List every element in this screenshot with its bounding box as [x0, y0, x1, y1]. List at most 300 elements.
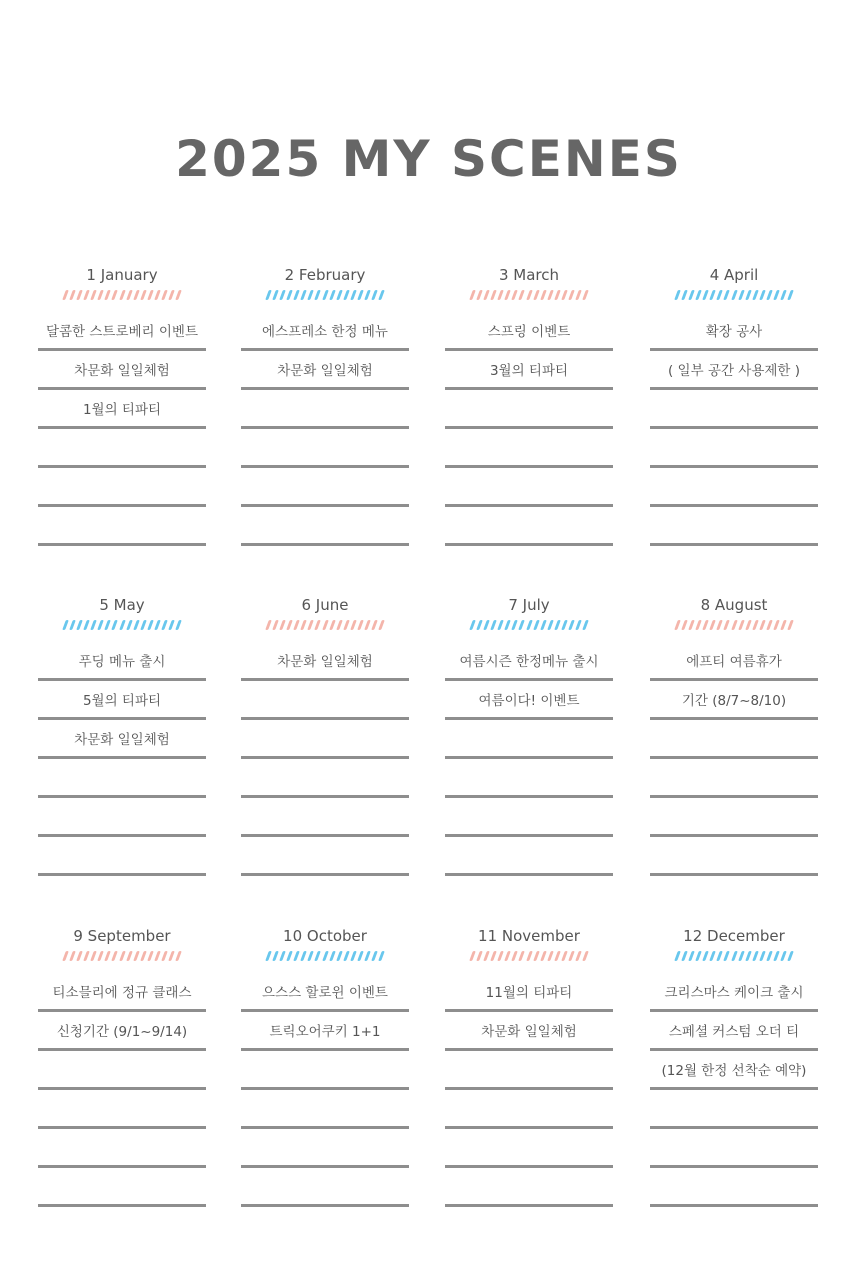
dash-mark	[476, 290, 483, 300]
dash-mark	[738, 620, 745, 630]
entry-line	[445, 1129, 613, 1168]
dash-mark	[272, 951, 279, 961]
dash-mark	[490, 620, 497, 630]
dash-mark	[674, 951, 681, 961]
dash-mark	[133, 290, 140, 300]
entry-line	[445, 1168, 613, 1207]
month-section	[241, 594, 409, 876]
dash-mark	[168, 951, 175, 961]
dash-mark	[540, 290, 547, 300]
dash-mark	[568, 951, 575, 961]
dash-mark	[112, 951, 119, 961]
dash-mark	[497, 951, 504, 961]
month-name: 8 August	[700, 596, 768, 614]
dash-mark	[119, 951, 126, 961]
dash-mark	[695, 951, 702, 961]
dash-mark	[175, 290, 182, 300]
entry-line: 스페셜 커스텀 오더 티	[650, 1012, 818, 1051]
dash-mark	[300, 620, 307, 630]
dash-mark	[378, 951, 385, 961]
dash-mark	[766, 620, 773, 630]
dash-mark	[519, 951, 526, 961]
entry-line	[241, 720, 409, 759]
month-section	[445, 594, 613, 876]
dash-mark	[504, 290, 511, 300]
dash-mark	[350, 290, 357, 300]
entry-line	[38, 1051, 206, 1090]
dash-mark	[336, 290, 343, 300]
dash-mark	[126, 951, 133, 961]
dash-mark	[83, 290, 90, 300]
dash-mark	[512, 951, 519, 961]
entry-line	[445, 429, 613, 468]
dash-mark	[547, 290, 554, 300]
entry-lines	[650, 973, 818, 1207]
entry-line	[241, 1168, 409, 1207]
dash-mark	[286, 620, 293, 630]
dash-mark	[315, 951, 322, 961]
dash-mark	[490, 951, 497, 961]
entry-lines	[38, 973, 206, 1207]
dash-mark	[745, 951, 752, 961]
dash-mark	[76, 951, 83, 961]
dash-mark	[147, 290, 154, 300]
dash-mark	[83, 620, 90, 630]
month-name: 10 October	[283, 927, 367, 945]
dash-mark	[329, 290, 336, 300]
entry-line	[241, 798, 409, 837]
dash-mark	[378, 620, 385, 630]
dash-mark	[773, 620, 780, 630]
dash-mark	[97, 620, 104, 630]
entry-line	[445, 759, 613, 798]
dash-mark	[378, 290, 385, 300]
dash-mark	[286, 290, 293, 300]
dash-mark	[329, 620, 336, 630]
dash-mark	[300, 951, 307, 961]
entry-line: 에스프레소 한정 메뉴	[241, 312, 409, 351]
entry-line: 크리스마스 케이크 출시	[650, 973, 818, 1012]
dash-mark	[62, 620, 69, 630]
decorative-dashes	[267, 951, 383, 961]
month-name: 5 May	[99, 596, 145, 614]
dash-mark	[371, 290, 378, 300]
dash-mark	[364, 951, 371, 961]
entry-line	[650, 468, 818, 507]
dash-mark	[540, 951, 547, 961]
month-name: 4 April	[709, 266, 759, 284]
dash-mark	[175, 620, 182, 630]
dash-mark	[540, 620, 547, 630]
entry-line	[241, 468, 409, 507]
entry-line	[445, 720, 613, 759]
dash-mark	[731, 620, 738, 630]
dash-mark	[709, 620, 716, 630]
decorative-dashes	[267, 290, 383, 300]
dash-mark	[717, 951, 724, 961]
dash-mark	[752, 290, 759, 300]
dash-mark	[147, 620, 154, 630]
entry-line	[38, 1168, 206, 1207]
dash-mark	[483, 290, 490, 300]
dash-mark	[154, 290, 161, 300]
dash-mark	[490, 290, 497, 300]
dash-mark	[497, 620, 504, 630]
dash-mark	[533, 951, 540, 961]
month-name: 12 December	[683, 927, 785, 945]
dash-mark	[364, 290, 371, 300]
dash-mark	[738, 951, 745, 961]
dash-mark	[357, 620, 364, 630]
decorative-dashes	[471, 290, 587, 300]
dash-mark	[62, 290, 69, 300]
entry-line	[650, 720, 818, 759]
dash-mark	[168, 620, 175, 630]
month-section	[650, 925, 818, 1207]
dash-mark	[759, 951, 766, 961]
entry-line: 여름시즌 한정메뉴 출시	[445, 642, 613, 681]
page-title: 2025 MY SCENES	[175, 130, 682, 188]
dash-mark	[561, 951, 568, 961]
month-name: 9 September	[73, 927, 171, 945]
month-section	[241, 925, 409, 1207]
dash-mark	[575, 951, 582, 961]
dash-mark	[773, 951, 780, 961]
dash-mark	[483, 620, 490, 630]
dash-mark	[533, 620, 540, 630]
dash-mark	[766, 290, 773, 300]
dash-mark	[709, 951, 716, 961]
dash-mark	[350, 620, 357, 630]
dash-mark	[582, 290, 589, 300]
entry-line	[650, 1090, 818, 1129]
entry-line: 차문화 일일체험	[241, 642, 409, 681]
entry-line	[241, 1129, 409, 1168]
dash-mark	[83, 951, 90, 961]
decorative-dashes	[471, 620, 587, 630]
entry-line	[241, 1051, 409, 1090]
month-section	[650, 594, 818, 876]
dash-mark	[126, 620, 133, 630]
dash-mark	[336, 951, 343, 961]
dash-mark	[279, 290, 286, 300]
dash-mark	[519, 290, 526, 300]
dash-mark	[469, 620, 476, 630]
dash-mark	[90, 620, 97, 630]
dash-mark	[322, 290, 329, 300]
entry-line	[650, 1168, 818, 1207]
entry-line: 1월의 티파티	[38, 390, 206, 429]
dash-mark	[343, 951, 350, 961]
entry-lines	[241, 973, 409, 1207]
month-name: 6 June	[301, 596, 349, 614]
dash-mark	[582, 951, 589, 961]
month-section	[38, 925, 206, 1207]
entry-line	[650, 390, 818, 429]
entry-lines	[38, 642, 206, 876]
dash-mark	[343, 290, 350, 300]
dash-mark	[702, 620, 709, 630]
entry-line	[241, 507, 409, 546]
dash-mark	[265, 951, 272, 961]
dash-mark	[575, 620, 582, 630]
dash-mark	[119, 620, 126, 630]
entry-line	[650, 837, 818, 876]
dash-mark	[512, 290, 519, 300]
entry-line	[38, 468, 206, 507]
entry-line	[445, 837, 613, 876]
dash-mark	[315, 620, 322, 630]
dash-mark	[561, 620, 568, 630]
dash-mark	[357, 951, 364, 961]
dash-mark	[343, 620, 350, 630]
dash-mark	[315, 290, 322, 300]
entry-lines	[650, 642, 818, 876]
dash-mark	[69, 620, 76, 630]
dash-mark	[76, 290, 83, 300]
dash-mark	[731, 290, 738, 300]
dash-mark	[147, 951, 154, 961]
dash-mark	[752, 951, 759, 961]
dash-mark	[322, 620, 329, 630]
dash-mark	[688, 290, 695, 300]
decorative-dashes	[64, 290, 180, 300]
entry-line	[38, 429, 206, 468]
dash-mark	[265, 620, 272, 630]
entry-line	[445, 1090, 613, 1129]
month-section	[38, 264, 206, 546]
entry-line	[650, 798, 818, 837]
entry-line	[241, 759, 409, 798]
entry-line: 기간 (8/7~8/10)	[650, 681, 818, 720]
entry-line	[38, 837, 206, 876]
dash-mark	[504, 951, 511, 961]
entry-line	[38, 798, 206, 837]
dash-mark	[547, 620, 554, 630]
dash-mark	[469, 290, 476, 300]
dash-mark	[674, 290, 681, 300]
dash-mark	[695, 290, 702, 300]
entry-line: 차문화 일일체험	[241, 351, 409, 390]
dash-mark	[526, 290, 533, 300]
dash-mark	[526, 620, 533, 630]
dash-mark	[688, 951, 695, 961]
dash-mark	[476, 620, 483, 630]
entry-line	[650, 429, 818, 468]
dash-mark	[497, 290, 504, 300]
month-name: 1 January	[86, 266, 158, 284]
dash-mark	[773, 290, 780, 300]
dash-mark	[97, 290, 104, 300]
dash-mark	[112, 290, 119, 300]
entry-line: 신청기간 (9/1~9/14)	[38, 1012, 206, 1051]
month-section	[650, 264, 818, 546]
dash-mark	[322, 951, 329, 961]
dash-mark	[738, 290, 745, 300]
entry-line: 트릭오어쿠키 1+1	[241, 1012, 409, 1051]
dash-mark	[752, 620, 759, 630]
entry-line: 3월의 티파티	[445, 351, 613, 390]
dash-mark	[554, 290, 561, 300]
entry-line	[241, 681, 409, 720]
dash-mark	[717, 290, 724, 300]
dash-mark	[512, 620, 519, 630]
decorative-dashes	[471, 951, 587, 961]
entry-line	[445, 798, 613, 837]
entry-lines	[38, 312, 206, 546]
decorative-dashes	[676, 290, 792, 300]
dash-mark	[519, 620, 526, 630]
dash-mark	[161, 290, 168, 300]
dash-mark	[568, 620, 575, 630]
dash-mark	[787, 620, 794, 630]
dash-mark	[97, 951, 104, 961]
entry-lines	[241, 312, 409, 546]
dash-mark	[133, 620, 140, 630]
entry-line: 으스스 할로윈 이벤트	[241, 973, 409, 1012]
entry-line: ( 일부 공간 사용제한 )	[650, 351, 818, 390]
dash-mark	[140, 290, 147, 300]
entry-lines	[241, 642, 409, 876]
dash-mark	[350, 951, 357, 961]
dash-mark	[780, 620, 787, 630]
dash-mark	[787, 290, 794, 300]
dash-mark	[357, 290, 364, 300]
dash-mark	[745, 290, 752, 300]
month-section	[445, 264, 613, 546]
dash-mark	[702, 290, 709, 300]
dash-mark	[336, 620, 343, 630]
entry-line	[650, 759, 818, 798]
entry-line	[650, 507, 818, 546]
dash-mark	[724, 620, 731, 630]
dash-mark	[709, 290, 716, 300]
entry-line: 에프티 여름휴가	[650, 642, 818, 681]
dash-mark	[308, 951, 315, 961]
entry-line: 티소믈리에 정규 클래스	[38, 973, 206, 1012]
entry-lines	[445, 312, 613, 546]
dash-mark	[105, 620, 112, 630]
decorative-dashes	[676, 951, 792, 961]
dash-mark	[371, 951, 378, 961]
entry-line	[38, 1129, 206, 1168]
dash-mark	[724, 290, 731, 300]
dash-mark	[140, 951, 147, 961]
dash-mark	[554, 951, 561, 961]
entry-line: 11월의 티파티	[445, 973, 613, 1012]
dash-mark	[371, 620, 378, 630]
dash-mark	[561, 290, 568, 300]
dash-mark	[364, 620, 371, 630]
dash-mark	[133, 951, 140, 961]
entry-line: 여름이다! 이벤트	[445, 681, 613, 720]
dash-mark	[554, 620, 561, 630]
month-name: 3 March	[498, 266, 560, 284]
dash-mark	[745, 620, 752, 630]
dash-mark	[681, 290, 688, 300]
dash-mark	[695, 620, 702, 630]
entry-line	[241, 429, 409, 468]
entry-line: 5월의 티파티	[38, 681, 206, 720]
dash-mark	[483, 951, 490, 961]
month-name: 2 February	[284, 266, 366, 284]
dash-mark	[90, 951, 97, 961]
dash-mark	[731, 951, 738, 961]
dash-mark	[279, 620, 286, 630]
dash-mark	[69, 290, 76, 300]
dash-mark	[582, 620, 589, 630]
decorative-dashes	[676, 620, 792, 630]
decorative-dashes	[64, 620, 180, 630]
decorative-dashes	[64, 951, 180, 961]
dash-mark	[105, 951, 112, 961]
dash-mark	[308, 620, 315, 630]
dash-mark	[759, 620, 766, 630]
dash-mark	[69, 951, 76, 961]
entry-lines	[445, 642, 613, 876]
entry-line: 스프링 이벤트	[445, 312, 613, 351]
dash-mark	[168, 290, 175, 300]
entry-line: 차문화 일일체험	[38, 720, 206, 759]
dash-mark	[702, 951, 709, 961]
dash-mark	[787, 951, 794, 961]
dash-mark	[105, 290, 112, 300]
dash-mark	[780, 951, 787, 961]
entry-line	[445, 1051, 613, 1090]
dash-mark	[62, 951, 69, 961]
month-section	[241, 264, 409, 546]
entry-lines	[650, 312, 818, 546]
entry-lines	[445, 973, 613, 1207]
dash-mark	[140, 620, 147, 630]
month-section	[38, 594, 206, 876]
dash-mark	[766, 951, 773, 961]
dash-mark	[780, 290, 787, 300]
dash-mark	[76, 620, 83, 630]
decorative-dashes	[267, 620, 383, 630]
dash-mark	[161, 951, 168, 961]
dash-mark	[681, 620, 688, 630]
dash-mark	[717, 620, 724, 630]
dash-mark	[504, 620, 511, 630]
entry-line: 달콤한 스트로베리 이벤트	[38, 312, 206, 351]
dash-mark	[575, 290, 582, 300]
dash-mark	[308, 290, 315, 300]
dash-mark	[568, 290, 575, 300]
dash-mark	[119, 290, 126, 300]
entry-line	[241, 390, 409, 429]
entry-line: 푸딩 메뉴 출시	[38, 642, 206, 681]
dash-mark	[526, 951, 533, 961]
dash-mark	[175, 951, 182, 961]
entry-line	[38, 1090, 206, 1129]
entry-line: 차문화 일일체험	[445, 1012, 613, 1051]
dash-mark	[272, 290, 279, 300]
entry-line: 차문화 일일체험	[38, 351, 206, 390]
dash-mark	[272, 620, 279, 630]
dash-mark	[293, 620, 300, 630]
dash-mark	[154, 620, 161, 630]
month-name: 11 November	[478, 927, 580, 945]
dash-mark	[126, 290, 133, 300]
dash-mark	[300, 290, 307, 300]
entry-line	[445, 390, 613, 429]
dash-mark	[329, 951, 336, 961]
entry-line	[38, 507, 206, 546]
dash-mark	[161, 620, 168, 630]
entry-line	[445, 468, 613, 507]
dash-mark	[724, 951, 731, 961]
